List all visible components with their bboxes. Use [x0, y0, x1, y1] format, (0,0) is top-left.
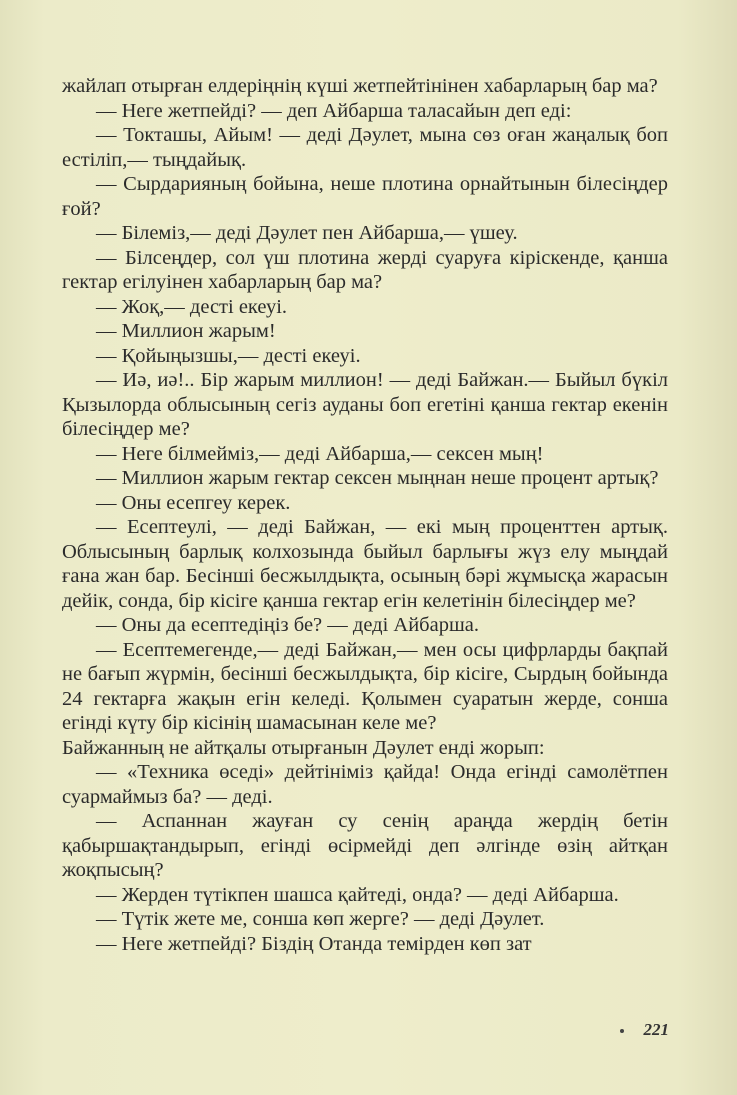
- paragraph: — Түтік жете ме, сонша көп жерге? — деді Дәулет.: [96, 908, 545, 930]
- paragraph: — Есептеулі, — деді Байжан, — екі мың проценттен артық. Облысының барлық колхозында быйыл барлығы жүз елу мыңдай ғана жан бар. Бесінші бесжылдықта, осының бәрі жұмысқа жарасын дейік, сонда, бір кісіге қанша гектар егін келетінін білесіңдер ме?: [62, 516, 668, 612]
- bullet-dot: [620, 1029, 624, 1033]
- paragraph: — Неге білмейміз,— деді Айбарша,— сексен мың!: [96, 442, 544, 465]
- paragraph: — Иә, иә!.. Бір жарым миллион! — деді Байжан.— Быйыл бүкіл Қызылорда облысының сегіз ауданы боп егетіні қанша гектар екенін білесіңдер ме?: [62, 369, 668, 440]
- paragraph: — Миллион жарым!: [96, 320, 276, 342]
- page-number: 221: [643, 1020, 669, 1039]
- paragraph: Байжанның не айтқалы отырғанын Дәулет енді жорып:: [62, 736, 545, 759]
- paragraph: — Оны есепгеу керек.: [96, 491, 291, 514]
- paragraph: — Білеміз,— деді Дәулет пен Айбарша,— үшеу.: [96, 222, 518, 244]
- paragraph: — Есептемегенде,— деді Байжан,— мен осы цифрларды бақпай не бағып жүрмін, бесінші бесжылдықта, бір кісіге, Сырдың бойында 24 гектарға жақын егін келеді. Қолымен суаратын жерде, сонша егінді күту бір кісінің шамасынан келе ме?: [62, 638, 668, 734]
- paragraph: — Жерден түтікпен шашса қайтеді, онда? — деді Айбарша.: [96, 883, 619, 906]
- paragraph: — Сырдарияның бойына, неше плотина орнайтынын білесіңдер ғой?: [62, 173, 668, 220]
- body-text: [62, 74, 668, 956]
- paragraph: — Миллион жарым гектар сексен мыңнан неше процент артық?: [96, 467, 659, 489]
- paragraph: — Оны да есептедіңіз бе? — деді Айбарша.: [96, 614, 479, 636]
- paragraph: — Аспаннан жауған су сенің араңда жердің бетін қабыршақтандырып, егінді өсірмейді деп әлгінде өзің айтқан жоқпысың?: [62, 810, 668, 881]
- paragraph: — Жоқ,— десті екеуі.: [96, 295, 288, 318]
- paragraph: жайлап отырған елдеріңнің күші жетпейтінінен хабарларың бар ма?: [62, 75, 658, 97]
- paragraph: — Білсеңдер, сол үш плотина жерді суаруға кіріскенде, қанша гектар егілуінен хабарларың бар ма?: [62, 246, 668, 293]
- paragraph: — Қойыңызшы,— десті екеуі.: [96, 344, 361, 367]
- paragraph: — «Техника өседі» дейтініміз қайда! Онда егінді самолётпен суармаймыз ба? — деді.: [62, 761, 668, 808]
- paragraph: — Токташы, Айым! — деді Дәулет, мына сөз оған жаңалық боп естіліп,— тыңдайық.: [62, 124, 668, 171]
- paragraph: — Неге жетпейді? Біздің Отанда темірден көп зат: [96, 932, 532, 955]
- paragraph: — Неге жетпейді? — деп Айбарша таласайын деп еді:: [96, 99, 572, 122]
